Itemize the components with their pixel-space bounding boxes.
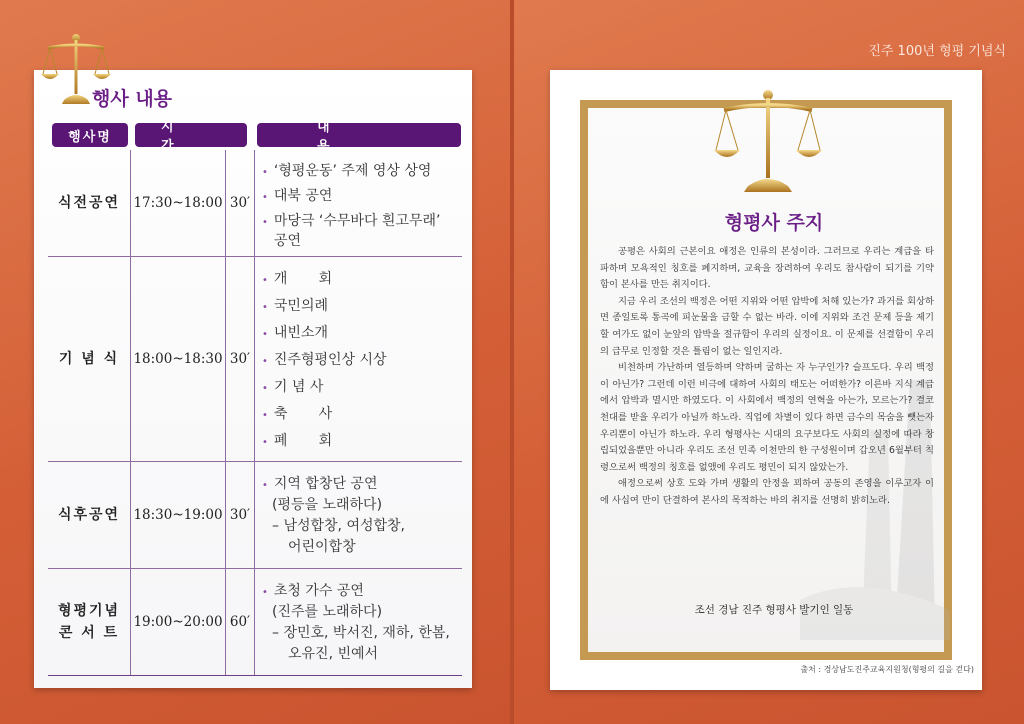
list-item: • 진주형평인상 시상 bbox=[262, 352, 387, 368]
row-time: 18:00~18:30 bbox=[133, 350, 223, 367]
list-item: • 국민의례 bbox=[262, 298, 329, 314]
list-item: • 내빈소개 bbox=[262, 325, 329, 341]
row-time: 18:30~19:00 bbox=[133, 506, 223, 523]
purpose-body bbox=[600, 244, 934, 510]
list-item: • 개 회 bbox=[262, 271, 333, 287]
list-item-continuation: – 남성합창, 여성합창, bbox=[272, 518, 405, 534]
column-header-time: 시 간 bbox=[135, 123, 247, 147]
row-name: 형평기념 콘 서 트 bbox=[57, 602, 121, 641]
list-item-continuation: 오유진, 빈예서 bbox=[288, 646, 379, 662]
purpose-paragraph: 지금 우리 조선의 백정은 어떤 지위와 어떤 압박에 처해 있는가? 과거를 회상하면 종일토록 통곡에 피눈물을 금할 수 없는 바라. 이에 지위와 조건 문제 등을 제기할 여가도 없이 눈앞의 압박을 절규함이 우리의 실정이요. 이 문제를 선결함이 우리의 급무로 인정할 것은 틀림이 없는 일인지라. bbox=[600, 295, 934, 357]
row-name: 식전공연 bbox=[57, 195, 121, 211]
scale-of-justice-icon bbox=[712, 86, 824, 198]
table-bottom-border bbox=[48, 675, 462, 676]
row-duration: 30′ bbox=[229, 506, 251, 523]
list-item: • 마당극 ‘수무바다 흰고무래’ bbox=[262, 213, 441, 229]
list-item: • 기 념 사 bbox=[262, 379, 324, 395]
list-item: • 폐 회 bbox=[262, 433, 333, 449]
row-duration: 30′ bbox=[229, 350, 251, 367]
row-time: 17:30~18:00 bbox=[133, 195, 223, 211]
row-duration: 60′ bbox=[229, 613, 251, 630]
purpose-title: 형평사 주지 bbox=[724, 212, 824, 234]
list-item: • 축 사 bbox=[262, 406, 333, 422]
list-item-continuation: 어린이합창 bbox=[288, 539, 356, 555]
row-content bbox=[258, 461, 462, 568]
row-name: 식후공연 bbox=[57, 506, 121, 523]
purpose-signature: 조선 경남 진주 형평사 발기인 일동 bbox=[694, 604, 854, 616]
row-time: 19:00~20:00 bbox=[133, 613, 223, 630]
column-header-content: 내 용 bbox=[257, 123, 461, 147]
row-content bbox=[258, 568, 462, 675]
purpose-paragraph: 비천하며 가난하며 열등하며 약하며 굴하는 자 누구인가? 슬프도다. 우리 백정이 아닌가? 그런데 이런 비극에 대하여 사회의 태도는 어떠한가? 이른바 지식 계급에서 압박과 멸시만 하였도다. 이 사회에서 백정의 연혁을 아는가, 모르는가? 결코 천대를 받을 우리가 아닐까 하노라. 직업에 차별이 있다 하면 금수의 목숨을 뺏는자 우리뿐이 아닌가 하노라. 우리 형평사는 시대의 요구보다도 사회의 실정에 따라 창립되었을뿐만 아니라 우리도 조선 민족 이천만의 한 구성원이며 갑오년 6월부터 칙령으로써 백정의 칭호를 없앴에 우리도 평민이 되지 않았는가. bbox=[600, 362, 934, 473]
header-title: 진주 100년 형평 기념식 bbox=[868, 44, 1006, 59]
row-content bbox=[258, 150, 462, 256]
row-content bbox=[258, 256, 462, 461]
source-credit: 출처 : 경상남도진주교육지원청(형평의 길을 걷다) bbox=[800, 665, 974, 674]
purpose-paragraph: 애정으로써 상호 도와 가며 생활의 안정을 꾀하여 공동의 존영을 이루고자 이에 사십여 만이 단결하여 본사의 목적하는 바의 취지를 선명히 밝히노라. bbox=[600, 478, 934, 506]
purpose-paragraph: 공평은 사회의 근본이요 애정은 인류의 본성이라. 그러므로 우리는 계급을 타파하며 모욕적인 칭호를 폐지하며, 교육을 장려하여 우리도 참사람이 되기를 기약함이 본사를 만든 취지이다. bbox=[600, 246, 934, 291]
list-item: • 초청 가수 공연 bbox=[262, 583, 364, 599]
list-item: • 대북 공연 bbox=[262, 188, 333, 204]
list-item: • 지역 합창단 공연 bbox=[262, 476, 378, 492]
table-divider bbox=[254, 150, 255, 676]
column-header-name: 행사명 bbox=[52, 123, 128, 147]
list-item-continuation: (진주를 노래하다) bbox=[272, 604, 383, 620]
row-name: 기 념 식 bbox=[58, 350, 120, 367]
list-item-continuation: 공연 bbox=[274, 233, 302, 249]
list-item: • ‘형평운동’ 주제 영상 상영 bbox=[262, 163, 432, 179]
row-duration: 30′ bbox=[229, 195, 251, 211]
list-item-continuation: – 장민호, 박서진, 재하, 한봄, bbox=[272, 625, 450, 641]
section-title: 행사 내용 bbox=[92, 88, 173, 110]
list-item-continuation: (평등을 노래하다) bbox=[272, 497, 383, 513]
